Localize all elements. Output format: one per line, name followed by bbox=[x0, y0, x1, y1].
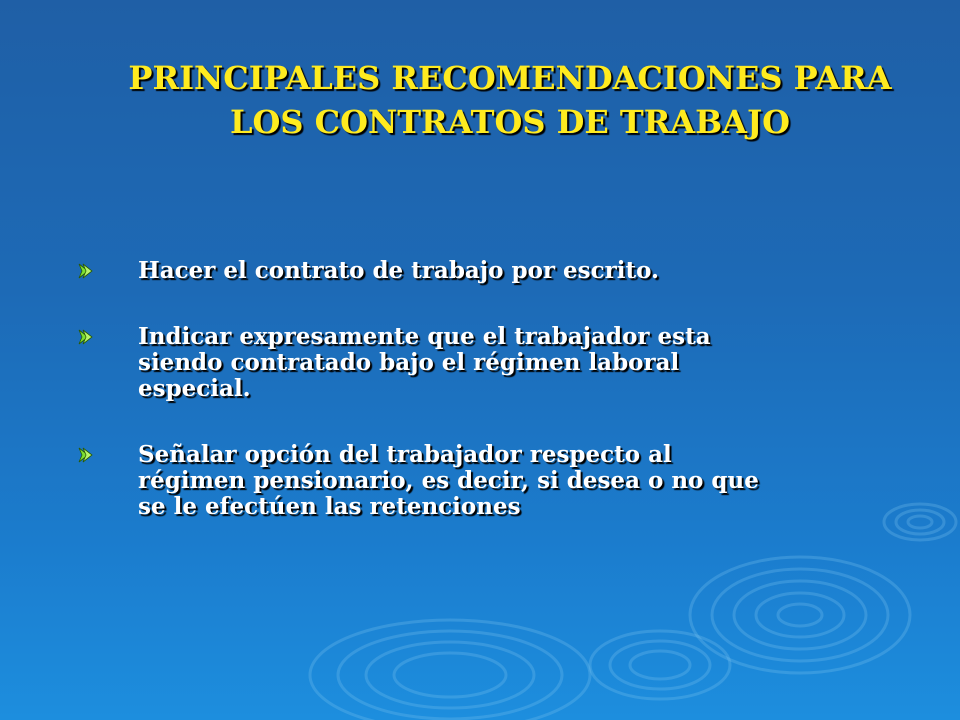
arrow-bullet-icon bbox=[76, 262, 94, 280]
recommendation-item-1 bbox=[76, 258, 916, 284]
recommendation-text-2-line-2: siendo contratado bajo el régimen laboral bbox=[138, 349, 680, 376]
slide-title-line-1: PRINCIPALES RECOMENDACIONES PARA bbox=[128, 59, 892, 97]
recommendation-text-3-line-1: Señalar opción del trabajador respecto al bbox=[138, 441, 672, 468]
recommendation-text-2-line-1: Indicar expresamente que el trabajador esta bbox=[138, 323, 711, 350]
arrow-bullet-icon bbox=[76, 446, 94, 464]
recommendation-text-3-line-2: régimen pensionario, es decir, si desea o no que bbox=[138, 467, 759, 494]
slide-title-line-2: LOS CONTRATOS DE TRABAJO bbox=[229, 103, 791, 141]
recommendation-text-3-line-3: se le efectúen las retenciones bbox=[138, 493, 521, 520]
recommendation-item-2 bbox=[76, 324, 916, 402]
recommendation-list bbox=[76, 258, 916, 520]
recommendation-text-2-line-3: especial. bbox=[138, 375, 251, 402]
recommendation-text-1-line-1: Hacer el contrato de trabajo por escrito. bbox=[138, 257, 660, 284]
arrow-bullet-icon bbox=[76, 328, 94, 346]
recommendation-item-3 bbox=[76, 442, 916, 520]
slide-title bbox=[60, 56, 960, 144]
